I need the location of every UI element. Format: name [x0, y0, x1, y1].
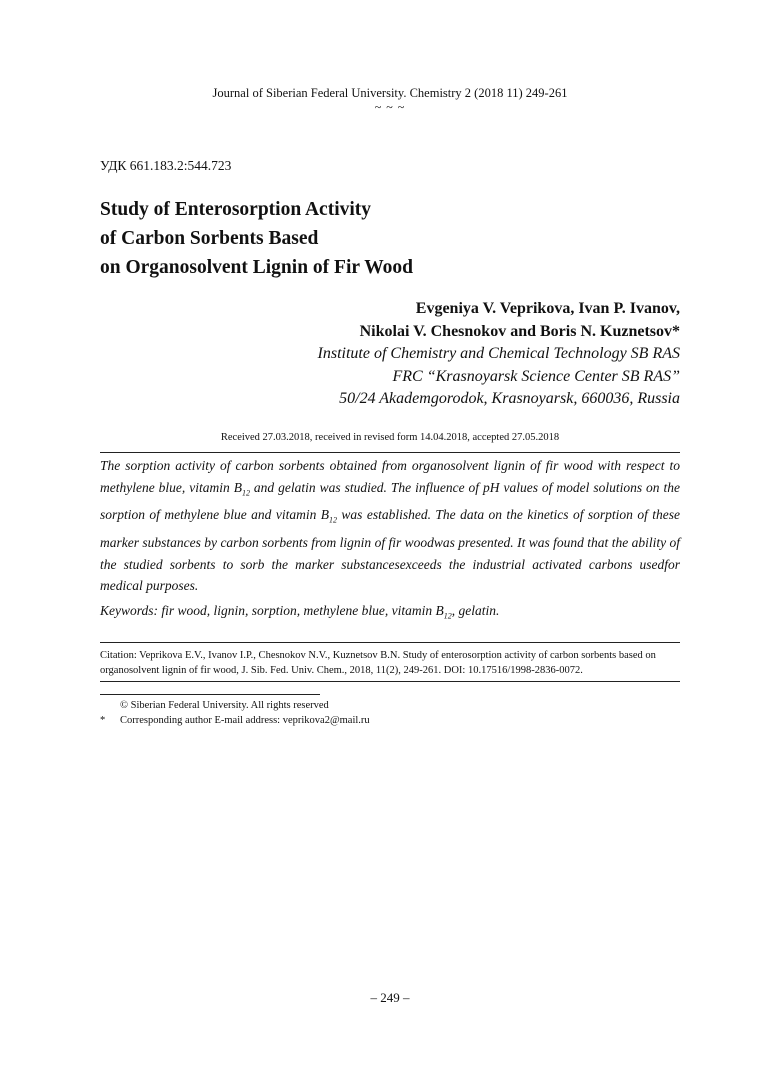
- keywords: [100, 603, 680, 621]
- paper-title: [100, 195, 413, 282]
- keywords-tail: , gelatin.: [451, 603, 500, 618]
- udk-code: УДК 661.183.2:544.723: [100, 158, 232, 173]
- copyright-text: © Siberian Federal University. All rights reserved: [120, 700, 329, 711]
- divider-citation-top: [100, 642, 680, 643]
- citation: Citation: Veprikova E.V., Ivanov I.P., Chesnokov N.V., Kuznetsov B.N. Study of enterosorption activity of carbon sorbents based on organosolvent lignin of fir wood, J. Sib. Fed. Univ. Chem., 2018, 11(2), 249-261. DOI: 10.17516/1998-2836-0072.: [100, 650, 656, 676]
- abstract-part-1: The sorption activity of carbon sorbents obtained from organosolvent lignin of fir wood with respect to methylene blue, vitamin B: [100, 458, 680, 495]
- footnote-copyright: [100, 698, 370, 713]
- header-ornament: ~ ~ ~: [374, 100, 406, 114]
- abstract-part-2: and gelatin was studied. The influence of pH values of model solutions on the sorption of methylene blue and vitamin B: [100, 479, 681, 523]
- divider-top: [100, 452, 680, 453]
- title-line-1: Study of Enterosorption Activity: [100, 199, 372, 220]
- affiliation-line-3: 50/24 Akademgorodok, Krasnoyarsk, 660036, Russia: [339, 390, 680, 407]
- received-dates: Received 27.03.2018, received in revised form 14.04.2018, accepted 27.05.2018: [220, 432, 560, 443]
- journal-header: Journal of Siberian Federal University. Chemistry 2 (2018 11) 249-261: [212, 86, 568, 100]
- footnote-corresponding: [100, 713, 370, 728]
- asterisk-mark: *: [100, 715, 106, 726]
- footnotes: [100, 698, 370, 728]
- abstract-sub-2: 12: [329, 515, 337, 525]
- title-line-2: of Carbon Sorbents Based: [100, 228, 319, 249]
- authors-line-2: Nikolai V. Chesnokov and Boris N. Kuznetsov*: [359, 322, 680, 340]
- title-line-3: on Organosolvent Lignin of Fir Wood: [100, 257, 413, 278]
- keywords-text: Keywords: fir wood, lignin, sorption, methylene blue, vitamin B: [100, 603, 444, 618]
- corresponding-text: Corresponding author E-mail address: veprikova2@mail.ru: [120, 715, 370, 726]
- affiliation-line-1: Institute of Chemistry and Chemical Technology SB RAS: [317, 345, 680, 362]
- page-number: – 249 –: [370, 990, 410, 1005]
- keywords-sub: 12: [443, 611, 452, 621]
- footnote-rule: [100, 694, 320, 695]
- abstract: [100, 455, 680, 597]
- authors-line-1: Evgeniya V. Veprikova, Ivan P. Ivanov,: [415, 300, 680, 317]
- abstract-sub-1: 12: [241, 488, 250, 498]
- affiliation-line-2: FRC “Krasnoyarsk Science Center SB RAS”: [392, 367, 680, 385]
- divider-citation-bottom: [100, 681, 680, 682]
- author-block: [318, 298, 680, 411]
- abstract-part-3: was established. The data on the kinetics of sorption of these marker substances by carbon sorbents from lignin of fir woodwas presented. It was found that the ability of the studied sorbents to sorb the marker substancesexceeds the industrial activated carbons usedfor medical purposes.: [100, 507, 680, 594]
